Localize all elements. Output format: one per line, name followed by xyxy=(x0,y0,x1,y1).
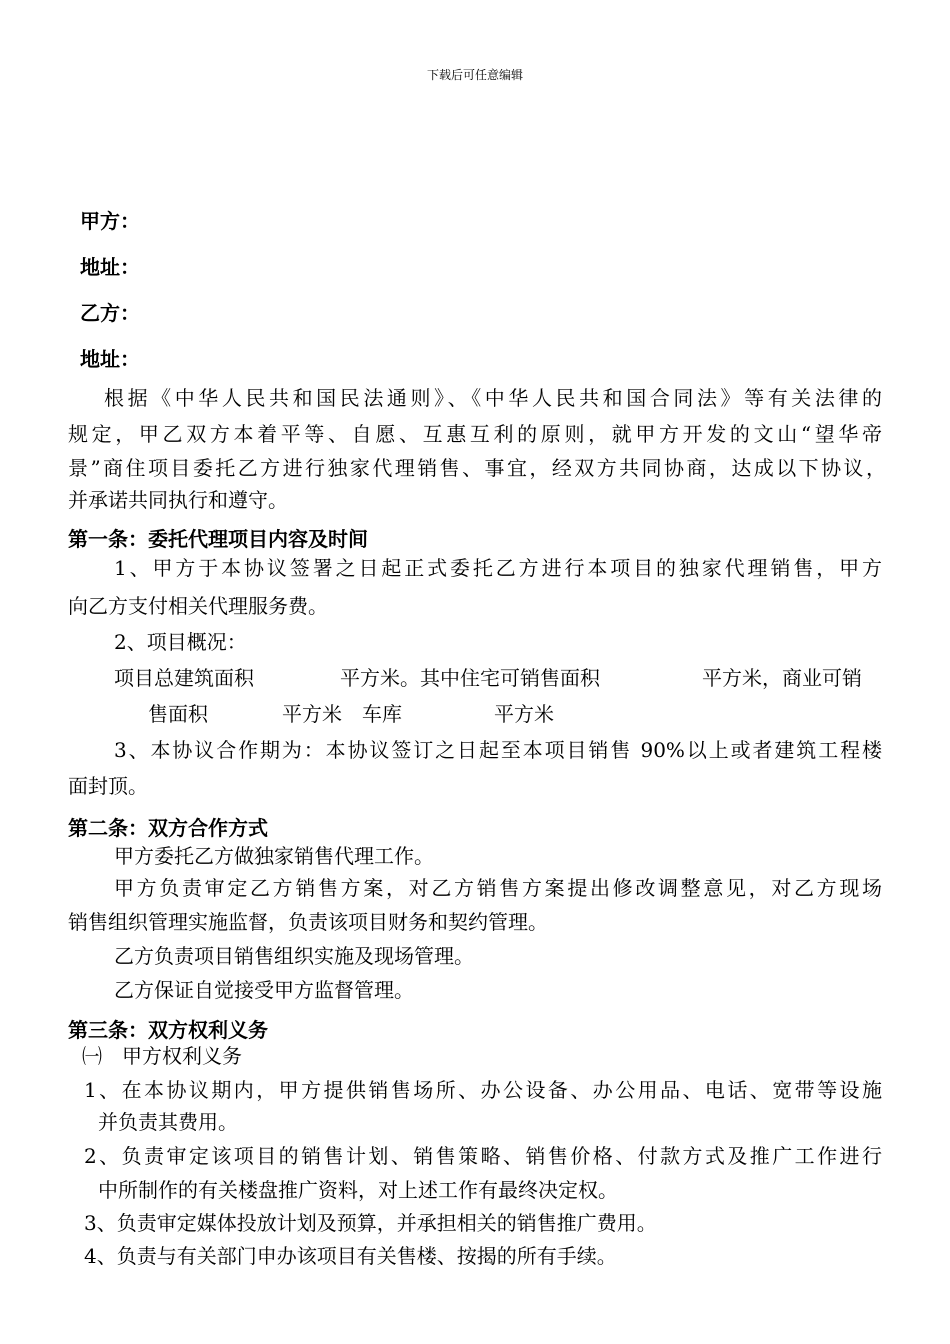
article-2-para-2: 甲方负责审定乙方销售方案，对乙方销售方案提出修改调整意见，对乙方现场 xyxy=(114,876,882,900)
article-3-item-1-cont: 并负责其费用。 xyxy=(98,1110,238,1134)
intro-line: 根据《中华人民共和国民法通则》、《中华人民共和国合同法》等有关法律的 xyxy=(104,386,882,410)
intro-line: 规定，甲乙双方本着平等、自愿、互惠互利的原则，就甲方开发的文山“望华帝 xyxy=(68,422,882,446)
party-a-address-label: 地址： xyxy=(80,255,140,279)
article-2-para-2-cont: 销售组织管理实施监督，负责该项目财务和契约管理。 xyxy=(68,910,548,934)
party-b-address-label: 地址： xyxy=(80,347,140,371)
article-1-item-3-cont: 面封顶。 xyxy=(68,774,148,798)
intro-line: 景”商住项目委托乙方进行独家代理销售、事宜，经双方共同协商，达成以下协议， xyxy=(68,456,886,480)
article-1-item-1-cont: 向乙方支付相关代理服务费。 xyxy=(68,594,328,618)
article-1-item-2: 2、项目概况： xyxy=(114,630,247,654)
intro-line: 并承诺共同执行和遵守。 xyxy=(68,488,288,512)
article-3-title: 第三条：双方权利义务 xyxy=(68,1018,268,1042)
article-3-item-2: 2、负责审定该项目的销售计划、销售策略、销售价格、付款方式及推广工作进行 xyxy=(84,1144,882,1168)
article-3-item-1: 1、在本协议期内，甲方提供销售场所、办公设备、办公用品、电话、宽带等设施 xyxy=(84,1078,882,1102)
article-1-title: 第一条：委托代理项目内容及时间 xyxy=(68,527,368,551)
party-a-label: 甲方： xyxy=(80,209,140,233)
article-2-para-1: 甲方委托乙方做独家销售代理工作。 xyxy=(114,844,434,868)
commercial-area-label: 平方米，商业可销 xyxy=(702,666,862,690)
article-2-title: 第二条：双方合作方式 xyxy=(68,816,268,840)
article-3-item-2-cont: 中所制作的有关楼盘推广资料，对上述工作有最终决定权。 xyxy=(98,1178,618,1202)
article-1-item-3: 3、本协议合作期为：本协议签订之日起至本项目销售 90%以上或者建筑工程楼 xyxy=(114,738,882,762)
article-2-para-4: 乙方保证自觉接受甲方监督管理。 xyxy=(114,978,414,1002)
party-b-label: 乙方： xyxy=(80,301,140,325)
total-area-label: 项目总建筑面积 xyxy=(114,666,254,690)
garage-area-unit: 平方米 xyxy=(494,702,554,726)
article-1-item-1: 1、甲方于本协议签署之日起正式委托乙方进行本项目的独家代理销售，甲方 xyxy=(114,556,882,580)
garage-area-label: 平方米 车库 xyxy=(282,702,402,726)
article-3-item-3: 3、负责审定媒体投放计划及预算，并承担相关的销售推广费用。 xyxy=(84,1211,657,1235)
residential-area-label: 平方米。其中住宅可销售面积 xyxy=(340,666,600,690)
commercial-area-label-cont: 售面积 xyxy=(148,702,208,726)
page-header: 下载后可任意编辑 xyxy=(426,68,523,82)
article-2-para-3: 乙方负责项目销售组织实施及现场管理。 xyxy=(114,944,474,968)
article-3-subsection-1: ㈠ 甲方权利义务 xyxy=(82,1044,242,1068)
article-3-item-4: 4、负责与有关部门申办该项目有关售楼、按揭的所有手续。 xyxy=(84,1244,617,1268)
